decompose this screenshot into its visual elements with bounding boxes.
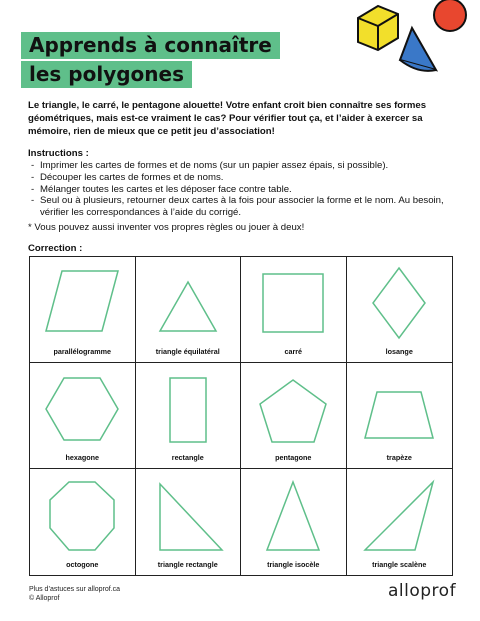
shape-card: [136, 257, 242, 363]
instruction-item: - Imprimer les cartes de formes et de noms (sur un papier assez épais, si possible).: [28, 160, 448, 172]
square-icon: [253, 266, 333, 336]
instruction-item: - Découper les cartes de formes et de noms.: [28, 172, 448, 184]
shape-card: [347, 257, 453, 363]
shape-label: carré: [284, 347, 303, 356]
instruction-item: - Seul ou à plusieurs, retourner deux cartes à la fois pour associer la forme et le nom. Au besoin, vérifier les correspondances à l’aide du corrigé.: [28, 195, 448, 219]
equilateral-triangle-icon: [148, 266, 228, 336]
pentagon-icon: [253, 372, 333, 446]
rhombus-icon: [359, 266, 439, 340]
shape-label: losange: [385, 347, 413, 356]
shape-card: [136, 363, 242, 469]
shape-card: [30, 469, 136, 575]
shape-label: triangle isocèle: [267, 560, 320, 569]
shape-card: [241, 363, 347, 469]
parallelogram-icon: [42, 266, 122, 336]
shape-card: [30, 363, 136, 469]
footer-copyright: © Alloprof: [29, 595, 60, 602]
instruction-item: - Mélanger toutes les cartes et les déposer face contre table.: [28, 184, 448, 196]
shape-label: trapèze: [386, 453, 412, 462]
decorative-3d-shapes-icon: [320, 0, 480, 85]
trapezoid-icon: [359, 372, 439, 446]
shape-card: [347, 469, 453, 575]
instructions-list: [28, 160, 448, 219]
octagon-icon: [42, 478, 122, 554]
isosceles-triangle-icon: [253, 478, 333, 554]
shape-label: rectangle: [171, 453, 204, 462]
scalene-triangle-icon: [359, 478, 439, 554]
page-title-line-1: Apprends à connaître: [21, 32, 280, 59]
intro-paragraph: Le triangle, le carré, le pentagone alouette! Votre enfant croit bien connaître ses formes géométriques, mais est-ce vraiment le cas? Pour vérifier tout ça, et l’aider à exercer sa mémoire, rien de mieux que ce petit jeu d’association!: [28, 100, 427, 137]
footer-link-text: Plus d’astuces sur alloprof.ca: [29, 586, 121, 593]
shape-card: [347, 363, 453, 469]
shape-label: triangle équilatéral: [155, 347, 220, 356]
correction-grid: [29, 256, 453, 576]
shape-label: triangle rectangle: [157, 560, 218, 569]
shape-card: [241, 257, 347, 363]
shape-label: triangle scalène: [372, 560, 427, 569]
rectangle-icon: [148, 372, 228, 446]
instructions-title: Instructions :: [28, 148, 89, 159]
shape-label: parallélogramme: [53, 347, 112, 356]
correction-title: Correction :: [28, 243, 83, 254]
page-title-line-2: les polygones: [21, 61, 192, 88]
shape-label: pentagone: [275, 453, 312, 462]
shape-label: hexagone: [65, 453, 100, 462]
right-triangle-icon: [148, 478, 228, 554]
alloprof-logo: alloprof: [388, 581, 457, 601]
shape-card: [241, 469, 347, 575]
note: * Vous pouvez aussi inventer vos propres règles ou jouer à deux!: [28, 222, 305, 233]
hexagon-icon: [42, 372, 122, 446]
shape-card: [30, 257, 136, 363]
shape-label: octogone: [66, 560, 99, 569]
shape-card: [136, 469, 242, 575]
footer: [29, 585, 120, 603]
